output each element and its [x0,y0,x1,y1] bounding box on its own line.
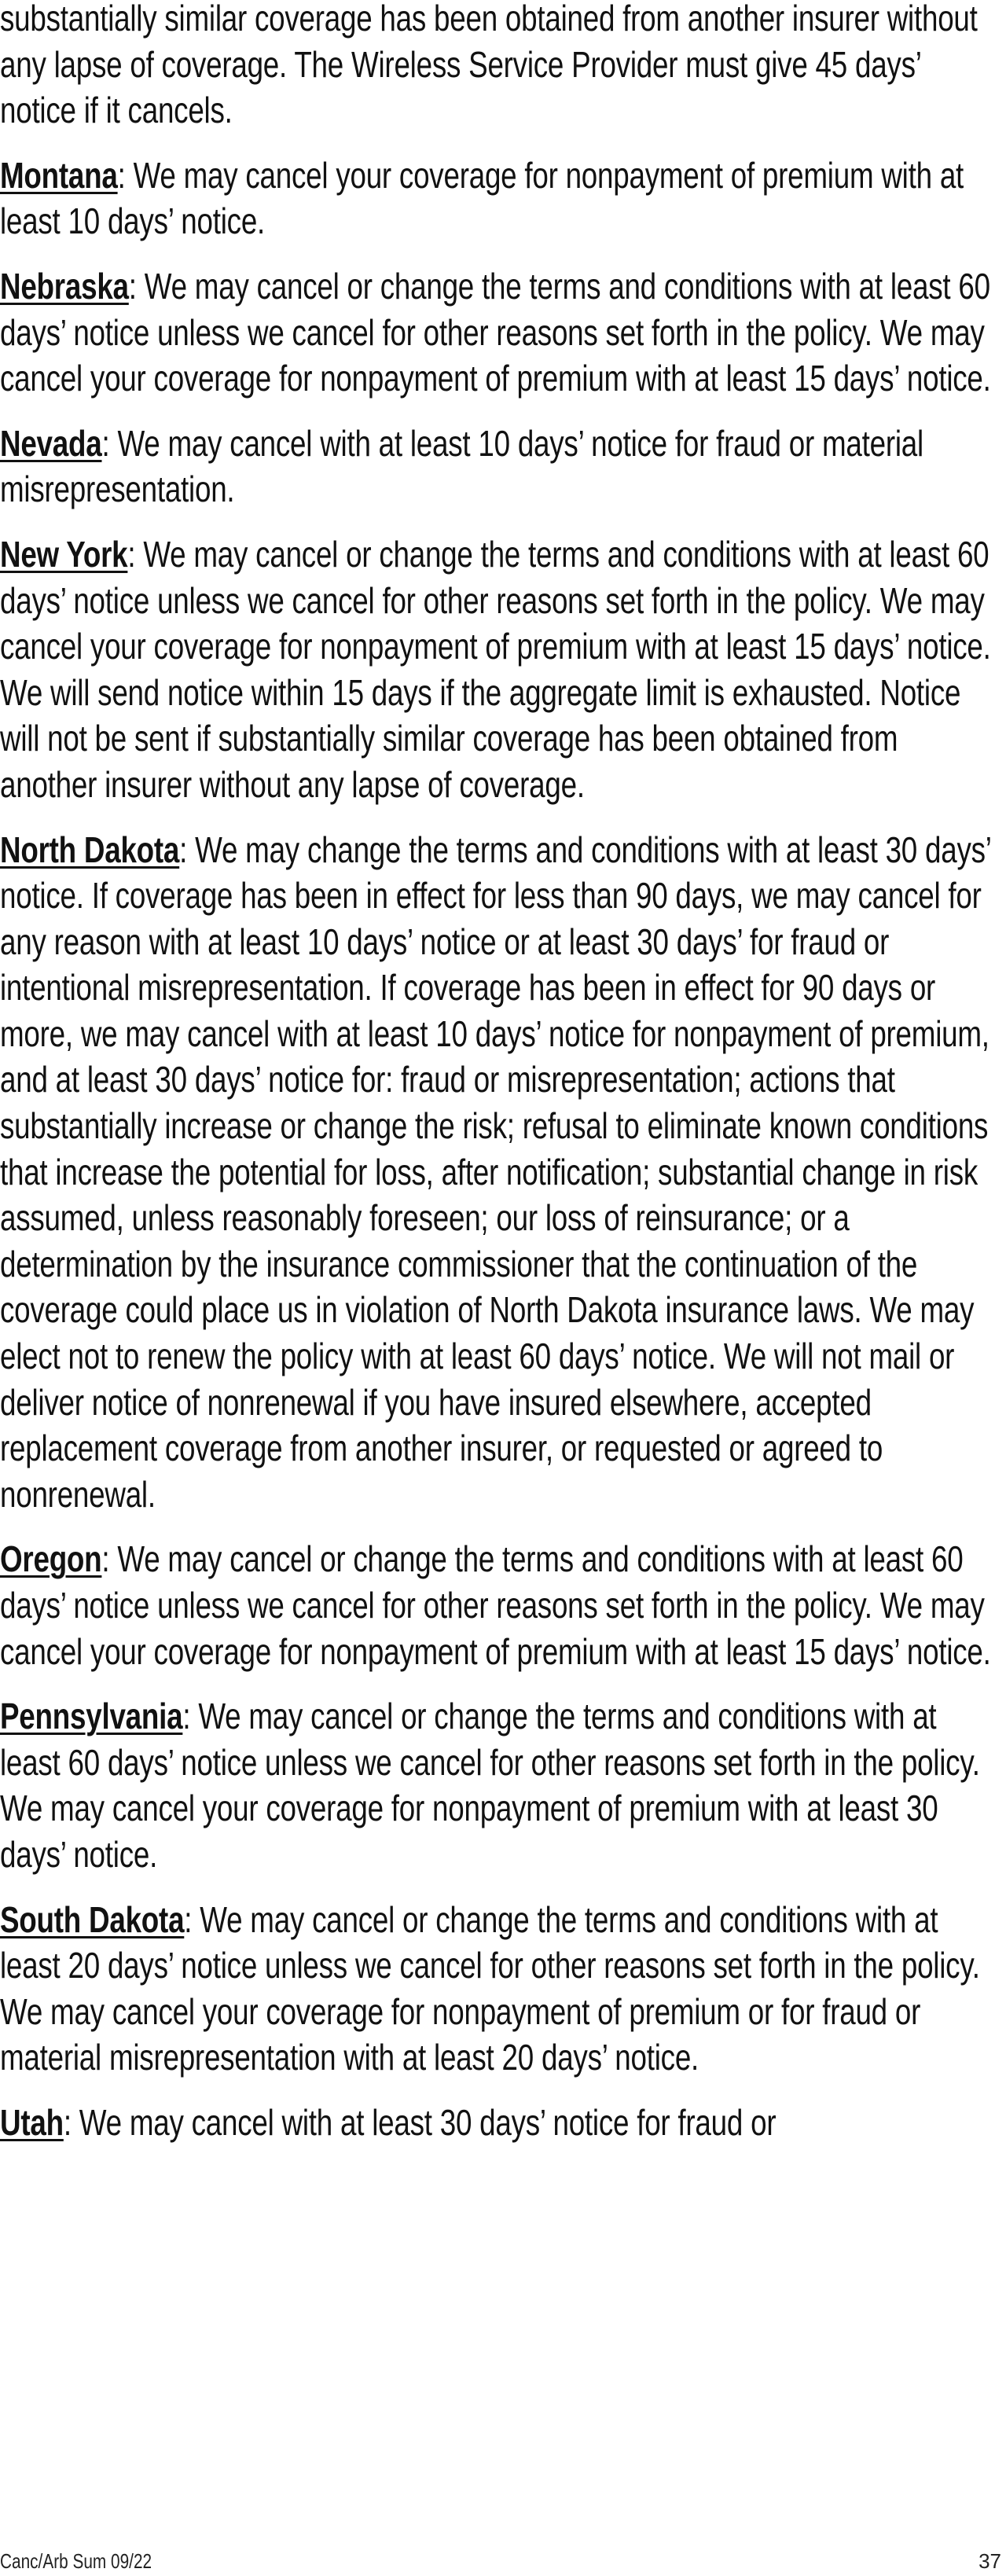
state-name: Utah [0,2101,64,2143]
state-name: Oregon [0,1538,102,1580]
document-code: Canc/Arb Sum 09/22 [0,2549,152,2573]
state-text: : We may cancel with at least 10 days’ notice for fraud or material misrepresentation. [0,422,923,510]
state-text: : We may change the terms and conditions with at least 30 days’ notice. If coverage has been in effect for less than 90 days, we may cancel for any reason with at least 10 days’ notice or at least 30 days’ for fraud or intentional misrepresentation. If coverage has been in effect for 90 days or more, we may cancel with at least 10 days’ notice for nonpayment of premium, and at least 30 days’ notice for: fraud or misrepresentation; actions that substantially increase or change the risk; refusal to eliminate known conditions that increase the potential for loss, after notification; substantial change in risk assumed, unless reasonably foreseen; our loss of reinsurance; or a determination by the insurance commissioner that the continuation of the coverage could place us in violation of North Dakota insurance laws. We may elect not to renew the policy with at least 60 days’ notice. We will not mail or deliver notice of nonrenewal if you have insured elsewhere, accepted replacement coverage from another insurer, or requested or agreed to nonrenewal. [0,829,991,1515]
state-text: : We may cancel with at least 30 days’ notice for fraud or [63,2101,777,2143]
state-paragraph-pennsylvania [0,1693,1000,1877]
state-name: Nevada [0,422,102,464]
page-number: 37 [978,2549,1001,2573]
continuation-paragraph: substantially similar coverage has been obtained from another insurer without any lapse of coverage. The Wireless Service Provider must give 45 days’ notice if it cancels. [0,0,978,131]
state-paragraph-nevada [0,421,1000,513]
state-paragraph-north-dakota [0,827,1000,1518]
state-name: Montana [0,154,118,196]
state-name: South Dakota [0,1898,185,1940]
state-text: : We may cancel or change the terms and conditions with at least 60 days’ notice unless we cancel for other reasons set forth in the policy. We may cancel your coverage for nonpayment of premium with at least 15 days’ notice. [0,265,991,399]
state-name: Nebraska [0,265,129,307]
state-paragraph-nebraska [0,263,1000,402]
state-name: New York [0,533,128,575]
state-name: North Dakota [0,829,180,870]
state-text: : We may cancel or change the terms and conditions with at least 60 days’ notice unless we cancel for other reasons set forth in the policy. We may cancel your coverage for nonpayment of premium with at least 15 days’ notice. We will send notice within 15 days if the aggregate limit is exhausted. Notice will not be sent if substantially similar coverage has been obtained from another insurer without any lapse of coverage. [0,533,991,805]
state-paragraph-utah [0,2100,1000,2146]
state-name: Pennsylvania [0,1696,183,1737]
state-paragraph-south-dakota [0,1897,1000,2081]
state-paragraph-oregon [0,1536,1000,1674]
state-text: : We may cancel or change the terms and conditions with at least 60 days’ notice unless we cancel for other reasons set forth in the policy. We may cancel your coverage for nonpayment of premium with at least 15 days’ notice. [0,1538,991,1672]
state-paragraph-montana [0,153,1000,244]
state-paragraph-new-york [0,531,1000,808]
state-text: : We may cancel or change the terms and conditions with at least 20 days’ notice unless we cancel for other reasons set forth in the policy. We may cancel your coverage for nonpayment of premium or for fraud or material misrepresentation with at least 20 days’ notice. [0,1898,980,2078]
state-text: : We may cancel or change the terms and conditions with at least 60 days’ notice unless we cancel for other reasons set forth in the policy. We may cancel your coverage for nonpayment of premium with at least 30 days’ notice. [0,1696,980,1875]
state-text: : We may cancel your coverage for nonpayment of premium with at least 10 days’ notice. [0,154,964,242]
